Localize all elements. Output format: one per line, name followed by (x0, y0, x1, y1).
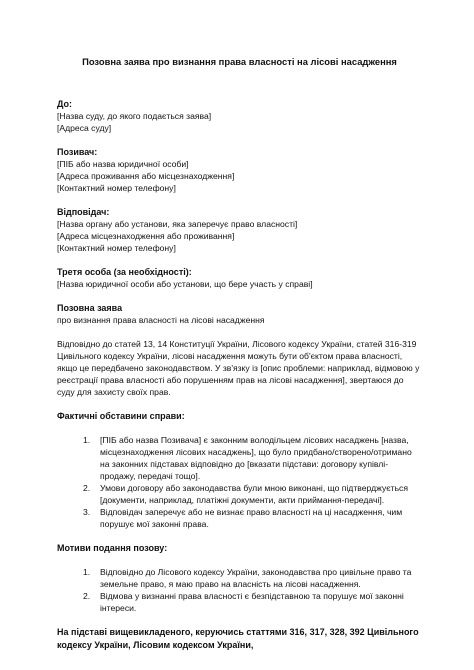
plaintiff-address-line: [Адреса проживання або місцезнаходження] (57, 171, 235, 181)
court-name-line: [Назва суду, до якого подається заява] (57, 111, 212, 121)
document-title: Позовна заява про визнання права власності на лісові насадження (82, 56, 397, 67)
defendant-heading: Відповідач: (57, 207, 110, 217)
list-number: 3. (83, 507, 91, 517)
list-item (72, 566, 422, 590)
to-heading: До: (57, 99, 73, 109)
plaintiff-phone-line: [Контактний номер телефону] (57, 183, 176, 193)
section-claim (57, 302, 422, 326)
defendant-address-line: [Адреса місцезнаходження або проживання] (57, 231, 235, 241)
facts-heading: Фактичні обставини справи: (57, 411, 185, 421)
plaintiff-name-line: [ПІБ або назва юридичної особи] (57, 159, 189, 169)
list-item (72, 590, 422, 614)
list-number: 1. (83, 567, 91, 577)
section-to (57, 98, 422, 134)
list-item-text: Умови договору або законодавства були мною виконані, що підтверджується [документи, наприклад, платіжні документи, акти приймання-передачі]. (100, 483, 408, 505)
claim-heading: Позовна заява (57, 303, 123, 313)
section-third-party (57, 266, 422, 290)
facts-list (57, 434, 422, 530)
list-item-text: Відповідно до Лісового кодексу України, законодавства про цивільне право та земельне право, я маю право на власність на лісові насадження. (100, 567, 412, 589)
list-item (72, 482, 422, 506)
list-number: 1. (83, 435, 91, 445)
list-item-text: Відповідач заперечує або не визнає право власності на ці насадження, чим порушує мої законні права. (100, 507, 403, 529)
section-plaintiff (57, 146, 422, 194)
list-item (72, 434, 422, 482)
third-party-line: [Назва юридичної особи або установи, що бере участь у справі] (57, 279, 313, 289)
list-item-text: [ПІБ або назва Позивача] є законним володільцем лісових насаджень [назва, місцезнаходження лісових насаджень], що було придбано/створено/отримано на законних підставах відповідно до [вказати підстави: договору купівлі-продажу, передачі тощо]. (100, 435, 412, 481)
section-defendant (57, 206, 422, 254)
defendant-name-line: [Назва органу або установи, яка заперечує право власності] (57, 219, 298, 229)
defendant-phone-line: [Контактний номер телефону] (57, 243, 176, 253)
intro-paragraph: Відповідно до статей 13, 14 Конституції України, Лісового кодексу України, статей 316-319 Цивільного кодексу України, лісові насадження можуть бути об'єктом права власності, якщо це передбачено законодавством. У зв'язку із [опис проблеми: наприклад, відмовою у реєстрації права власності або порушенням прав на лісові насадження], звертаюся до суду для захисту своїх прав. (57, 339, 420, 397)
list-number: 2. (83, 483, 91, 493)
grounds-list (57, 566, 422, 614)
plaintiff-heading: Позивач: (57, 147, 98, 157)
section-grounds (57, 542, 422, 614)
grounds-heading: Мотиви подання позову: (57, 543, 168, 553)
third-party-heading: Третя особа (за необхідності): (57, 267, 192, 277)
list-item (72, 506, 422, 530)
section-facts (57, 410, 422, 530)
list-number: 2. (83, 591, 91, 601)
list-item-text: Відмова у визнанні права власності є безпідставною та порушує мої законні інтереси. (100, 591, 404, 613)
final-paragraph: На підставі вищевикладеного, керуючись статтями 316, 317, 328, 392 Цивільного кодексу України, Лісовим кодексом України, (57, 627, 419, 650)
claim-subtitle: про визнання права власності на лісові насадження (57, 315, 265, 325)
court-address-line: [Адреса суду] (57, 123, 112, 133)
